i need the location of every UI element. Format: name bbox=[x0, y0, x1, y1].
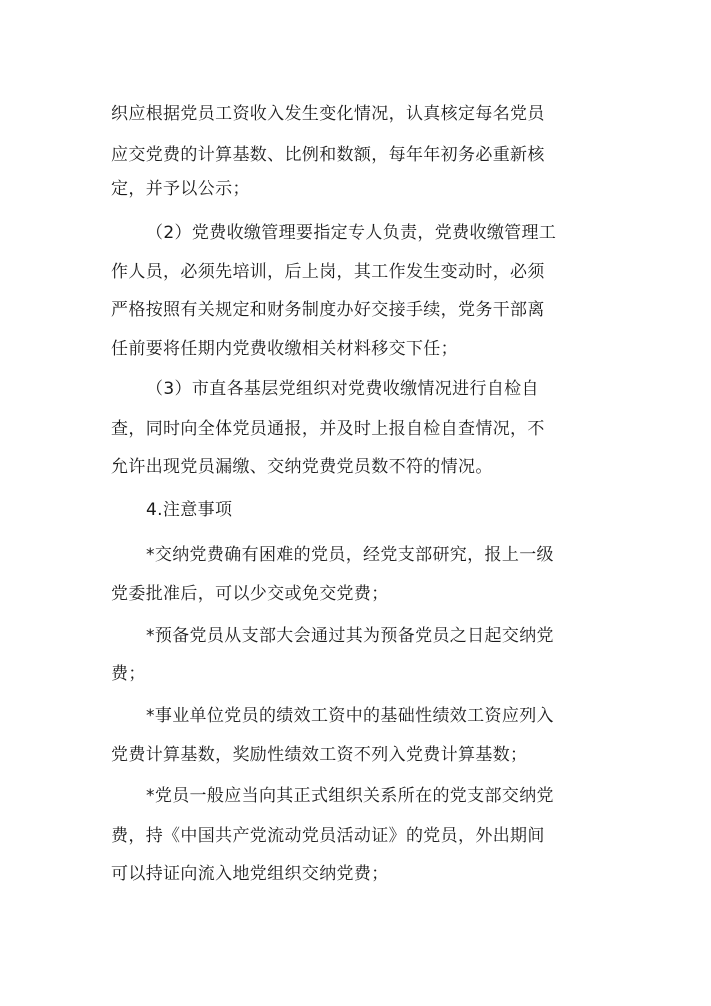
paragraph-3-line-1: （3）市直各基层党组织对党费收缴情况进行自检自 bbox=[146, 379, 539, 399]
note-4-line-1: *党员一般应当向其正式组织关系所在的党支部交纳党 bbox=[146, 786, 554, 806]
paragraph-2-line-3: 严格按照有关规定和财务制度办好交接手续，党务干部离 bbox=[111, 300, 545, 320]
paragraph-2-line-2: 作人员，必须先培训，后上岗，其工作发生变动时，必须 bbox=[111, 262, 545, 282]
note-4-line-3: 可以持证向流入地党组织交纳党费； bbox=[111, 864, 389, 884]
paragraph-1-line-2: 应交党费的计算基数、比例和数额，每年年初务必重新核 bbox=[111, 145, 545, 165]
note-1-line-1: *交纳党费确有困难的党员，经党支部研究，报上一级 bbox=[146, 545, 554, 565]
paragraph-3-line-3: 允许出现党员漏缴、交纳党费党员数不符的情况。 bbox=[111, 457, 493, 477]
paragraph-2-line-4: 任前要将任期内党费收缴相关材料移交下任； bbox=[111, 339, 458, 359]
paragraph-1-line-1: 织应根据党员工资收入发生变化情况，认真核定每名党员 bbox=[111, 104, 545, 124]
note-3-line-2: 党费计算基数，奖励性绩效工资不列入党费计算基数； bbox=[111, 745, 528, 765]
note-3-line-1: *事业单位党员的绩效工资中的基础性绩效工资应列入 bbox=[146, 706, 554, 726]
note-2-line-1: *预备党员从支部大会通过其为预备党员之日起交纳党 bbox=[146, 626, 554, 646]
note-2-line-2: 费； bbox=[111, 664, 146, 684]
note-1-line-2: 党委批准后，可以少交或免交党费； bbox=[111, 584, 389, 604]
paragraph-2-line-1: （2）党费收缴管理要指定专人负责，党费收缴管理工 bbox=[146, 223, 557, 243]
note-4-line-2: 费，持《中国共产党流动党员活动证》的党员，外出期间 bbox=[111, 826, 545, 846]
paragraph-3-line-2: 查，同时向全体党员通报，并及时上报自检自查情况，不 bbox=[111, 419, 545, 439]
paragraph-1-line-3: 定，并予以公示； bbox=[111, 179, 250, 199]
section-heading: 4.注意事项 bbox=[146, 500, 233, 520]
